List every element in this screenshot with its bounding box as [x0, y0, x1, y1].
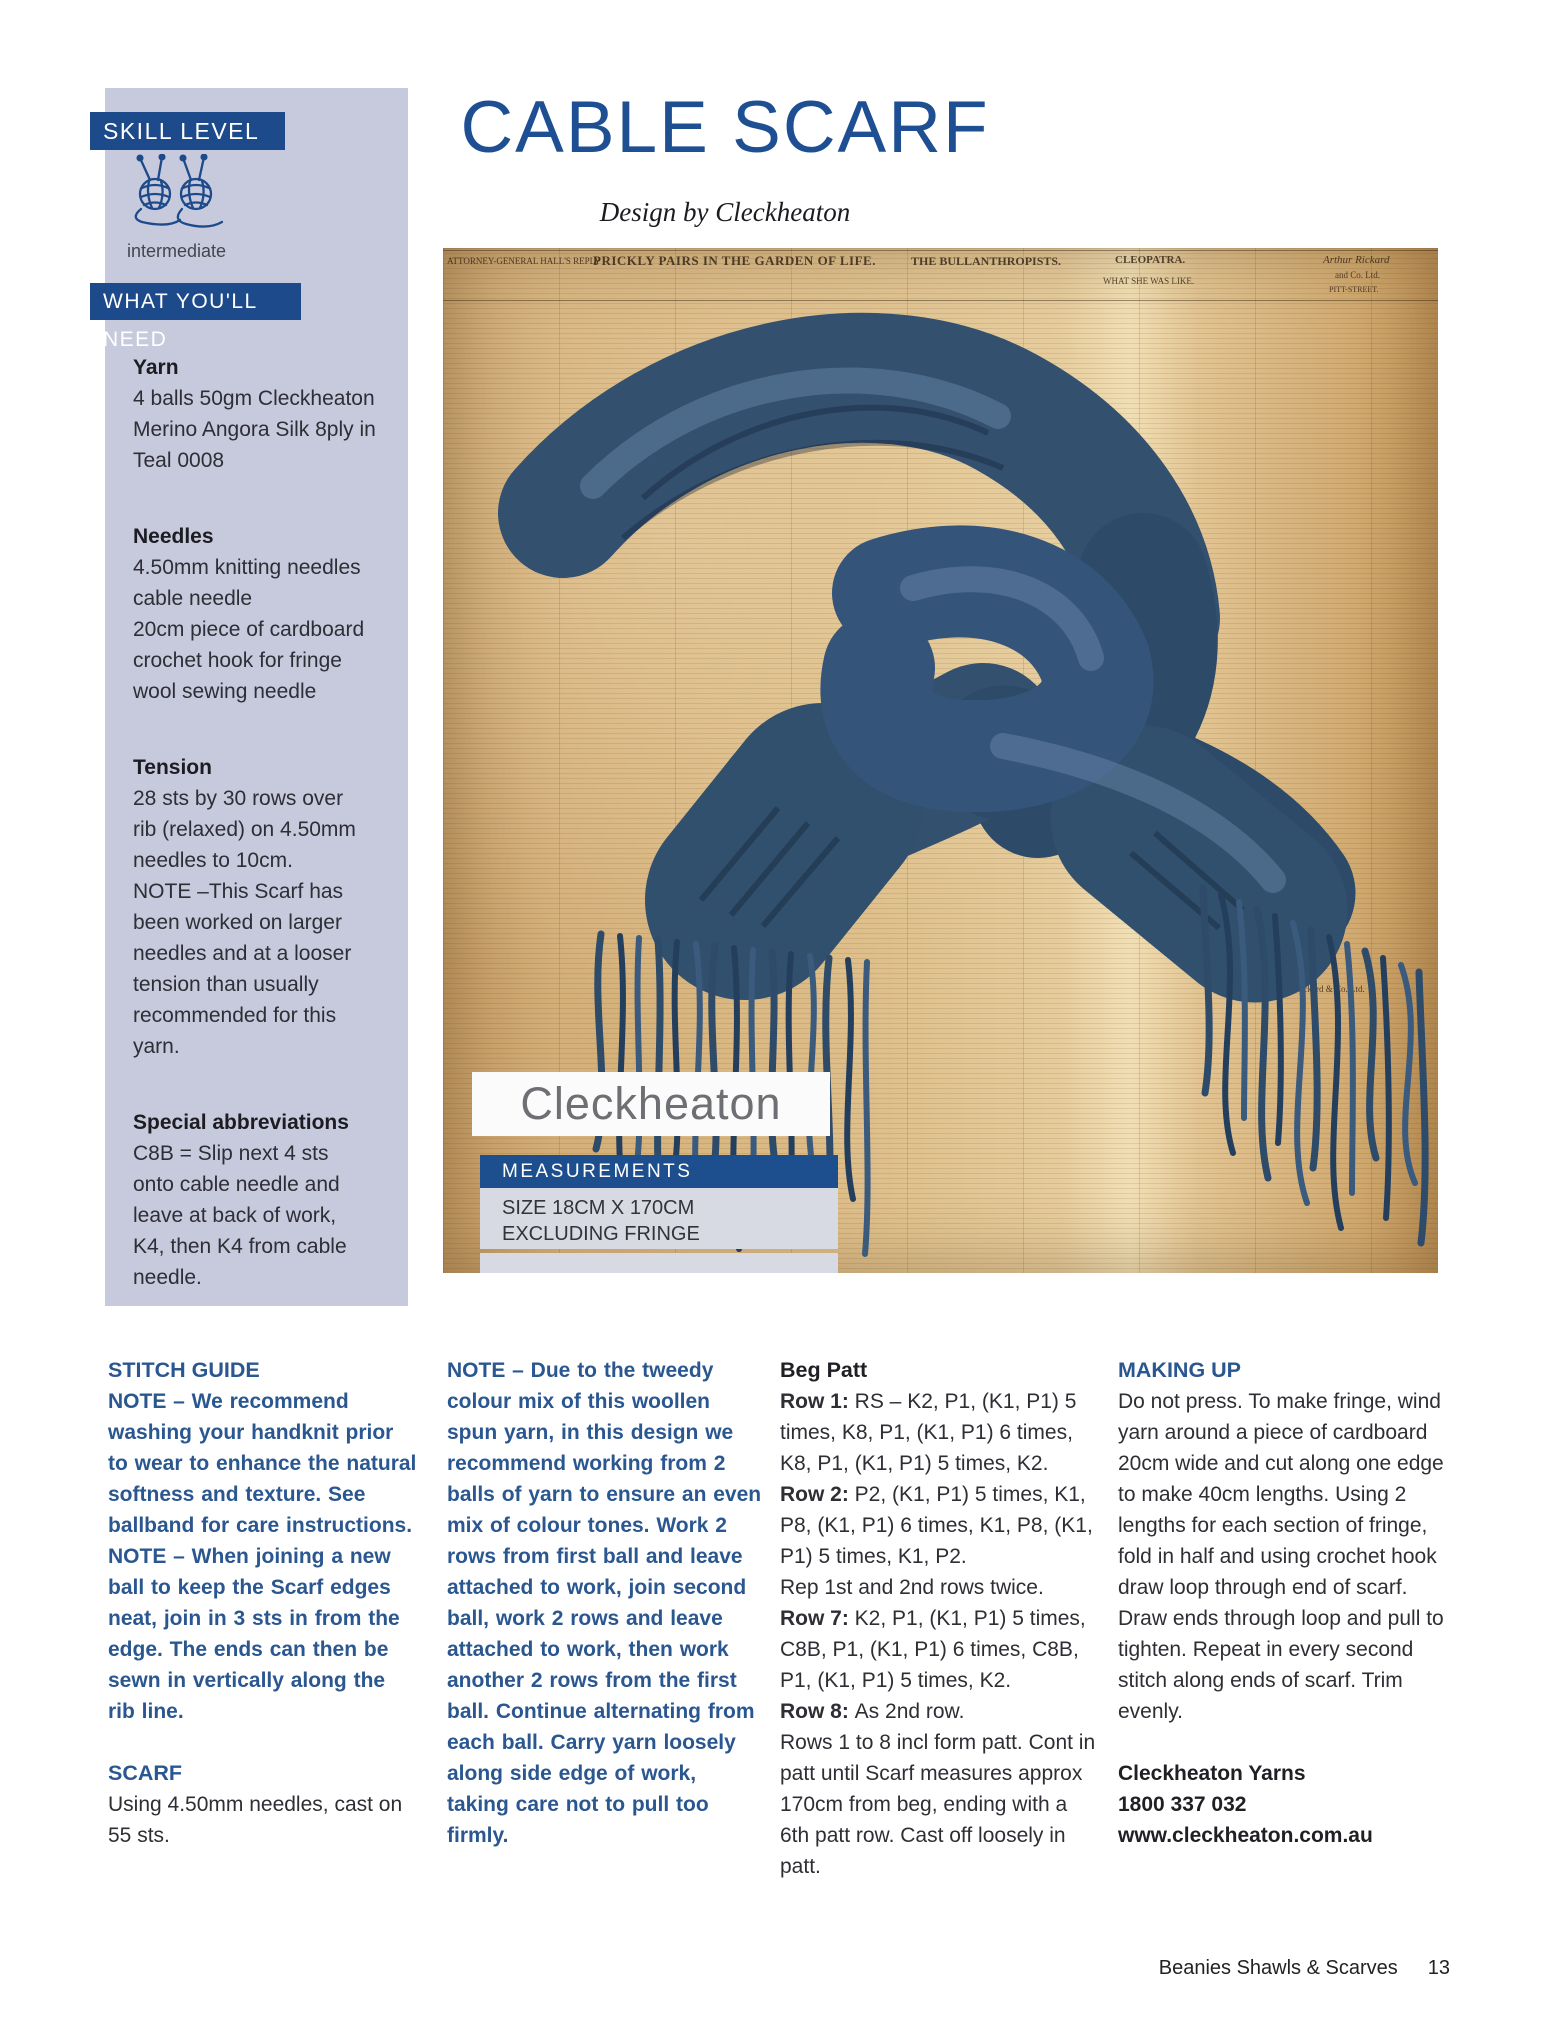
pattern-paragraph [780, 1696, 1100, 1727]
newspaper-headline: PRICKLY PAIRS IN THE GARDEN OF LIFE. [593, 253, 876, 268]
pattern-paragraph [108, 1386, 418, 1541]
newspaper-headline: WHAT SHE WAS LIKE. [1103, 276, 1195, 286]
text-run: Do not press. To make fringe, wind yarn around a piece of cardboard 20cm wide and cut along one edge to make 40cm lengths. Using 2 lengths for each section of fringe, fold in half and using crochet hook draw loop through end of scarf. Draw ends through loop and pull to tighten. Repeat in every second stitch along ends of scarf. Trim evenly. [1118, 1390, 1444, 1723]
text-run: Cleckheaton Yarns [1118, 1762, 1306, 1785]
newspaper-headline: PITT-STREET. [1329, 285, 1379, 294]
text-run: Row 8: [780, 1700, 855, 1723]
fringe-strand [1275, 916, 1281, 1143]
sidebar-section-line: C8B = Slip next 4 sts [133, 1142, 329, 1165]
sidebar-section-line: onto cable needle and [133, 1173, 340, 1196]
fringe-strand [1347, 944, 1353, 1193]
text-run: NOTE – When joining a new ball to keep the Scarf edges neat, join in 3 sts in from the edge. The ends can then be sewn in vertically along the rib line. [108, 1545, 400, 1723]
fringe-strand [1239, 902, 1245, 1118]
pattern-paragraph [1118, 1758, 1444, 1789]
pattern-paragraph [780, 1727, 1100, 1882]
newspaper-headline: THE BULLANTHROPISTS. [911, 254, 1062, 268]
fringe-strand [865, 962, 868, 1254]
column-heading: SCARF [108, 1761, 183, 1785]
sidebar-section-line: 20cm piece of cardboard [133, 618, 365, 641]
sidebar-section-heading: Needles [133, 525, 214, 548]
scarf-photo [443, 248, 1438, 1273]
text-run: 1800 337 032 [1118, 1793, 1247, 1816]
page-subtitle: Design by Cleckheaton [599, 197, 851, 227]
newspaper-headline: ATTORNEY-GENERAL HALL'S REPLY [447, 256, 601, 266]
pattern-column-making-up [1118, 1355, 1444, 1851]
skill-level-value: intermediate [127, 241, 227, 261]
text-run: Rep 1st and 2nd rows twice. [780, 1576, 1044, 1599]
sidebar-section-line: rib (relaxed) on 4.50mm [133, 818, 356, 841]
fringe-strand [1383, 958, 1389, 1218]
text-run: www.cleckheaton.com.au [1118, 1824, 1373, 1847]
what-you-need-badge: WHAT YOU'LL NEED [90, 283, 301, 320]
pattern-paragraph [108, 1789, 418, 1851]
pattern-paragraph [1118, 1820, 1444, 1851]
fringe-strand [772, 952, 776, 1169]
measurements-size [480, 1188, 838, 1249]
column-heading: MAKING UP [1118, 1358, 1242, 1382]
sidebar-section-heading: Yarn [133, 356, 179, 379]
sidebar-section [133, 1107, 401, 1293]
pattern-paragraph [447, 1355, 763, 1851]
sidebar-section-line: needles to 10cm. [133, 849, 293, 872]
text-run: NOTE – We recommend washing your handknit prior to wear to enhance the natural softness and texture. See ballband for care instructions. [108, 1390, 417, 1537]
newspaper-headline: Arthur Rickard [1323, 254, 1390, 266]
sidebar-section-line: yarn. [133, 1035, 180, 1058]
text-run: Rows 1 to 8 incl form patt. Cont in patt until Scarf measures approx 170cm from beg, ending with a 6th patt row. Cast off loosely in patt. [780, 1731, 1096, 1878]
fringe-strand [847, 960, 853, 1199]
pattern-paragraph [780, 1386, 1100, 1479]
fringe-strand [1329, 937, 1341, 1228]
text-run: Row 2: [780, 1483, 855, 1506]
pattern-column-beg-patt [780, 1355, 1100, 1882]
page-title: CABLE SCARF [460, 87, 990, 168]
fringe-strand [1401, 965, 1415, 1183]
text-run: K2, P1, (K1, P1) 5 times, C8B, P1, (K1, P1) 6 times, C8B, P1, (K1, P1) 5 times, K2. [780, 1607, 1086, 1692]
pattern-paragraph [780, 1603, 1100, 1696]
sidebar-section-line: recommended for this [133, 1004, 337, 1027]
pattern-paragraph [108, 1541, 418, 1727]
fringe-strand [1419, 972, 1425, 1243]
sidebar-section-line: been worked on larger [133, 911, 342, 934]
newspaper-headline: CLEOPATRA. [1115, 254, 1186, 266]
column-gap [1118, 1727, 1444, 1758]
fringe-strand [1365, 951, 1376, 1158]
sidebar-section-line: Merino Angora Silk 8ply in [133, 418, 376, 441]
measurements-strip [480, 1253, 838, 1273]
sidebar-section-line: tension than usually [133, 973, 319, 996]
page-footer [1050, 1957, 1450, 1980]
text-run: P2, (K1, P1) 5 times, K1, P8, (K1, P1) 6 times, K1, P8, (K1, P1) 5 times, K1, P2. [780, 1483, 1093, 1568]
measurements-header: MEASUREMENTS [480, 1155, 838, 1188]
sidebar-section-line: needle. [133, 1266, 202, 1289]
sidebar-section-line: wool sewing needle [133, 680, 317, 703]
newspaper-headline: Rickard & Co. Ltd. [1295, 984, 1365, 994]
pattern-column-note [447, 1355, 763, 1851]
footer-book-title: Beanies Shawls & Scarves [1158, 1957, 1398, 1979]
sidebar-section-line: 28 sts by 30 rows over [133, 787, 344, 810]
text-run: RS – K2, P1, (K1, P1) 5 times, K8, P1, (K1, P1) 6 times, K8, P1, (K1, P1) 5 times, K2. [780, 1390, 1077, 1475]
pattern-paragraph [1118, 1386, 1444, 1727]
text-run: As 2nd row. [854, 1700, 965, 1723]
sidebar-section-heading: Special abbreviations [133, 1111, 349, 1134]
fringe-strand [809, 956, 817, 1184]
sidebar-section [133, 352, 401, 476]
text-run: Using 4.50mm needles, cast on 55 sts. [108, 1793, 403, 1847]
sidebar-sections [133, 352, 401, 1338]
sidebar-section-line: leave at back of work, [133, 1204, 337, 1227]
sidebar-section-line: 4.50mm knitting needles [133, 556, 361, 579]
pattern-paragraph [780, 1572, 1100, 1603]
column-gap [108, 1727, 418, 1758]
column-heading: Beg Patt [780, 1358, 868, 1382]
sidebar-section-line: 4 balls 50gm Cleckheaton [133, 387, 375, 410]
cleckheaton-logo: Cleckheaton [472, 1072, 830, 1136]
sidebar-section-line: cable needle [133, 587, 253, 610]
text-run: NOTE – Due to the tweedy colour mix of this woollen spun yarn, in this design we recommend working from 2 balls of yarn to ensure an even mix of colour tones. Work 2 rows from first ball and leave attached to work, join second ball, work 2 rows and leave attached to work, then work another 2 rows from the first ball. Continue alternating from each ball. Carry yarn loosely along side edge of work, taking care not to pull too firmly. [447, 1359, 762, 1847]
measurements-size-line1: SIZE 18CM X 170CM [502, 1197, 695, 1219]
skill-level-badge: SKILL LEVEL [90, 112, 285, 150]
pattern-paragraph [1118, 1789, 1444, 1820]
sidebar-section-line: NOTE –This Scarf has [133, 880, 344, 903]
sidebar-section-line: crochet hook for fringe [133, 649, 342, 672]
sidebar-section-line: needles and at a looser [133, 942, 352, 965]
text-run: Row 1: [780, 1390, 855, 1413]
measurements-size-line2: EXCLUDING FRINGE [502, 1223, 700, 1245]
sidebar-section [133, 752, 401, 1062]
sidebar-section [133, 521, 401, 707]
footer-page-number: 13 [1427, 1957, 1450, 1979]
pattern-paragraph [780, 1479, 1100, 1572]
pattern-column-stitch-guide [108, 1355, 418, 1851]
text-run: Row 7: [780, 1607, 855, 1630]
sidebar-section-line: K4, then K4 from cable [133, 1235, 347, 1258]
sidebar-section-heading: Tension [133, 756, 212, 779]
sidebar-section-line: Teal 0008 [133, 449, 225, 472]
yarn-balls-icon [128, 154, 228, 238]
fringe-strand [673, 942, 678, 1179]
column-heading: STITCH GUIDE [108, 1358, 260, 1382]
newspaper-headline: and Co. Ltd. [1335, 270, 1380, 280]
